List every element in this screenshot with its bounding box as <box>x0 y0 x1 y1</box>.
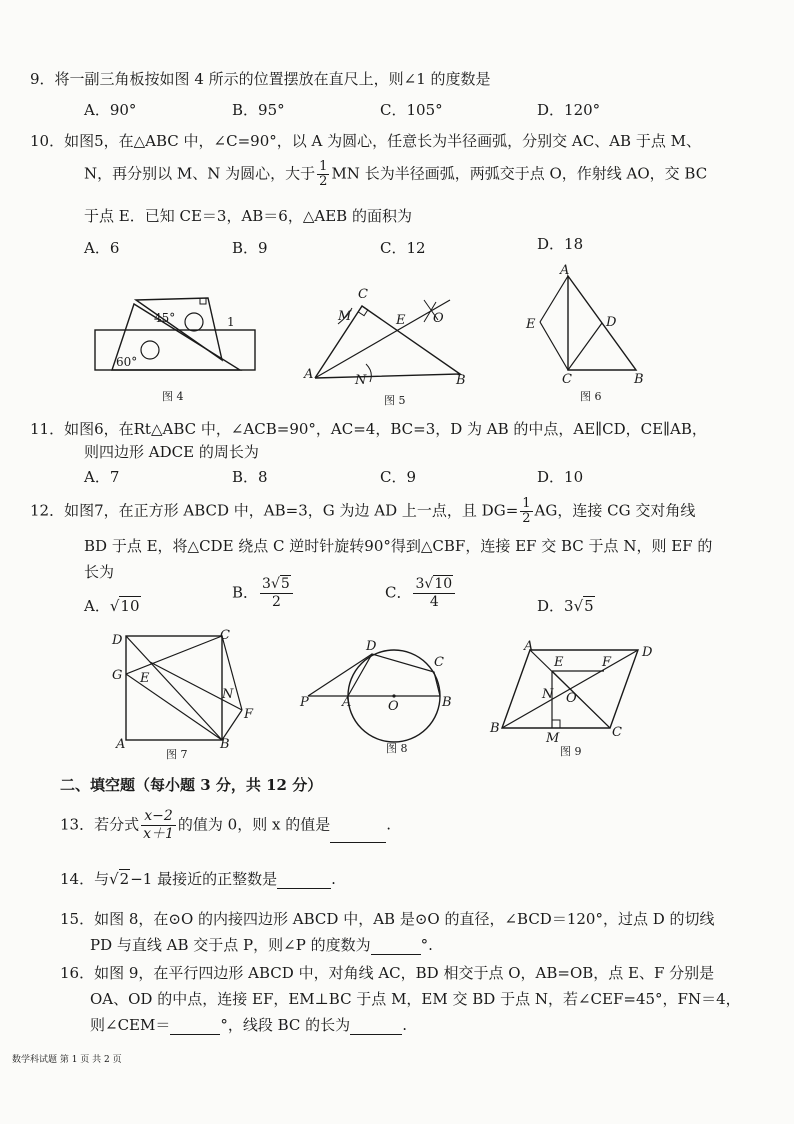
figure-8 <box>296 634 466 744</box>
q12-option-d: D．3√5 <box>537 597 594 615</box>
fig7-label-d: D <box>112 633 123 648</box>
q10-line3: 于点 E．已知 CE＝3，AB＝6，△AEB 的面积为 <box>84 207 412 225</box>
fig8-label-p: P <box>300 695 309 710</box>
q12-option-a: A．√10 <box>84 597 140 615</box>
q10-option-a: A．6 <box>84 239 120 257</box>
fig7-label-e: E <box>140 671 150 686</box>
q15-answer-blank[interactable] <box>371 954 421 955</box>
fig9-label-m: M <box>546 731 560 746</box>
fig8-caption: 图 8 <box>386 742 408 755</box>
fig4-angle-45: 45° <box>154 311 176 325</box>
q14: 14．与√2−1 最接近的正整数是 . <box>60 870 336 888</box>
fig4-label-1: 1 <box>227 315 235 329</box>
fig4-caption: 图 4 <box>162 390 184 403</box>
q13: 13．若分式 $\frac{x-2}{x+1}$ 的值为 0，则 x 的值是 . <box>60 808 391 842</box>
fig5-label-c: C <box>358 287 368 302</box>
q11-line2: 则四边形 ADCE 的周长为 <box>84 443 259 461</box>
fig6-label-c: C <box>562 372 572 386</box>
fig5-label-o: O <box>433 311 444 326</box>
fig5-caption: 图 5 <box>384 394 406 407</box>
q10-fraction: $\frac{1}{2}$ <box>319 159 328 189</box>
fig7-label-f: F <box>244 707 254 722</box>
fig4-angle-60: 60° <box>116 355 138 369</box>
q10-option-c: C．12 <box>380 239 426 257</box>
fig7-caption: 图 7 <box>166 748 188 761</box>
fig7-label-a: A <box>116 737 126 750</box>
fig9-label-e: E <box>554 655 564 670</box>
q15-line1: 15．如图 8，在⊙O 的内接四边形 ABCD 中，AB 是⊙O 的直径，∠BCD＝120°，过点 D 的切线 <box>60 910 715 928</box>
figure-4 <box>90 292 260 384</box>
fig7-label-g: G <box>112 668 123 683</box>
fig9-label-a: A <box>524 639 534 654</box>
fig6-caption: 图 6 <box>580 390 602 403</box>
q10-line2: N，再分别以 M、N 为圆心，大于 $\frac{1}{2}$ MN 长为半径画弧，两弧交于点 O，作射线 AO，交 BC <box>84 159 708 189</box>
fig8-label-b: B <box>442 695 452 710</box>
q13-answer-blank[interactable] <box>330 842 386 843</box>
q12-option-c: C． $\frac{3√10}{4}$ <box>385 576 457 611</box>
fig9-label-b: B <box>490 721 500 736</box>
q11-option-d: D．10 <box>537 468 584 486</box>
q10-line1: 10．如图5，在△ABC 中，∠C=90°，以 A 为圆心，任意长为半径画弧，分别交 AC、AB 于点 M、 <box>30 132 701 150</box>
q9-stem: 9．将一副三角板按如图 4 所示的位置摆放在直尺上，则∠1 的度数是 <box>30 70 491 88</box>
q10-option-d: D．18 <box>537 235 584 253</box>
figure-7 <box>108 626 268 750</box>
q12-fraction: $\frac{1}{2}$ <box>522 496 531 526</box>
fig7-label-b: B <box>220 737 230 750</box>
q16-answer-blank-2[interactable] <box>350 1034 402 1035</box>
fig6-label-a: A <box>560 263 570 278</box>
q12-line1: 12．如图7，在正方形 ABCD 中，AB=3，G 为边 AD 上一点，且 DG= $\frac{1}{2}$ AG，连接 CG 交对角线 <box>30 496 696 526</box>
q11-line1: 11．如图6，在Rt△ABC 中，∠ACB=90°，AC=4，BC=3，D 为 AB 的中点，AE∥CD，CE∥AB， <box>30 420 707 438</box>
section-2-heading: 二、填空题（每小题 3 分，共 12 分） <box>60 776 323 794</box>
q10-option-b: B．9 <box>232 239 268 257</box>
figure-5 <box>300 286 480 386</box>
fig5-label-m: M <box>338 309 352 324</box>
q13-fraction: $\frac{x-2}{x+1}$ <box>143 808 174 842</box>
fig9-label-f: F <box>602 655 612 670</box>
fig8-label-c: C <box>434 655 444 670</box>
q16-line2: OA、OD 的中点，连接 EF，EM⊥BC 于点 M，EM 交 BD 于点 N，若∠CEF=45°，FN＝4， <box>90 990 741 1008</box>
q9-option-d: D．120° <box>537 101 601 119</box>
fig5-label-e: E <box>396 313 406 328</box>
fig9-label-c: C <box>612 725 622 740</box>
q16-line3: 则∠CEM＝ °，线段 BC 的长为 . <box>90 1016 407 1034</box>
fig5-label-a: A <box>304 367 314 382</box>
q11-option-c: C．9 <box>380 468 417 486</box>
fig9-label-n: N <box>542 687 554 702</box>
q16-answer-blank-1[interactable] <box>170 1034 220 1035</box>
q9-option-c: C．105° <box>380 101 443 119</box>
q9-option-b: B．95° <box>232 101 285 119</box>
figure-9 <box>486 638 666 748</box>
fig9-label-d: D <box>642 645 653 660</box>
fig8-label-a: A <box>342 695 352 710</box>
fig6-label-d: D <box>606 315 617 330</box>
fig5-label-n: N <box>355 373 367 386</box>
q15-line2: PD 与直线 AB 交于点 P，则∠P 的度数为 °. <box>90 936 433 954</box>
q14-answer-blank[interactable] <box>277 888 331 889</box>
figure-6 <box>520 262 660 386</box>
fig8-label-o: O <box>388 699 399 714</box>
q11-option-a: A．7 <box>84 468 120 486</box>
page-footer: 数学科试题 第 1 页 共 2 页 <box>12 1055 122 1065</box>
q11-option-b: B．8 <box>232 468 268 486</box>
fig6-label-b: B <box>634 372 644 386</box>
q12-option-b: B． $\frac{3√5}{2}$ <box>232 576 295 611</box>
q9-option-a: A．90° <box>84 101 137 119</box>
q16-line1: 16．如图 9，在平行四边形 ABCD 中，对角线 AC，BD 相交于点 O，AB=OB，点 E、F 分别是 <box>60 964 715 982</box>
fig9-label-o: O <box>566 691 577 706</box>
fig6-label-e: E <box>526 317 536 332</box>
fig7-label-n: N <box>222 687 234 702</box>
q12-line3: 长为 <box>84 563 115 581</box>
fig5-label-b: B <box>456 373 466 386</box>
fig9-caption: 图 9 <box>560 745 582 758</box>
q12-line2: BD 于点 E，将△CDE 绕点 C 逆时针旋转90°得到△CBF，连接 EF 交 BC 于点 N，则 EF 的 <box>84 537 713 555</box>
fig7-label-c: C <box>220 628 230 643</box>
fig8-label-d: D <box>366 639 377 654</box>
